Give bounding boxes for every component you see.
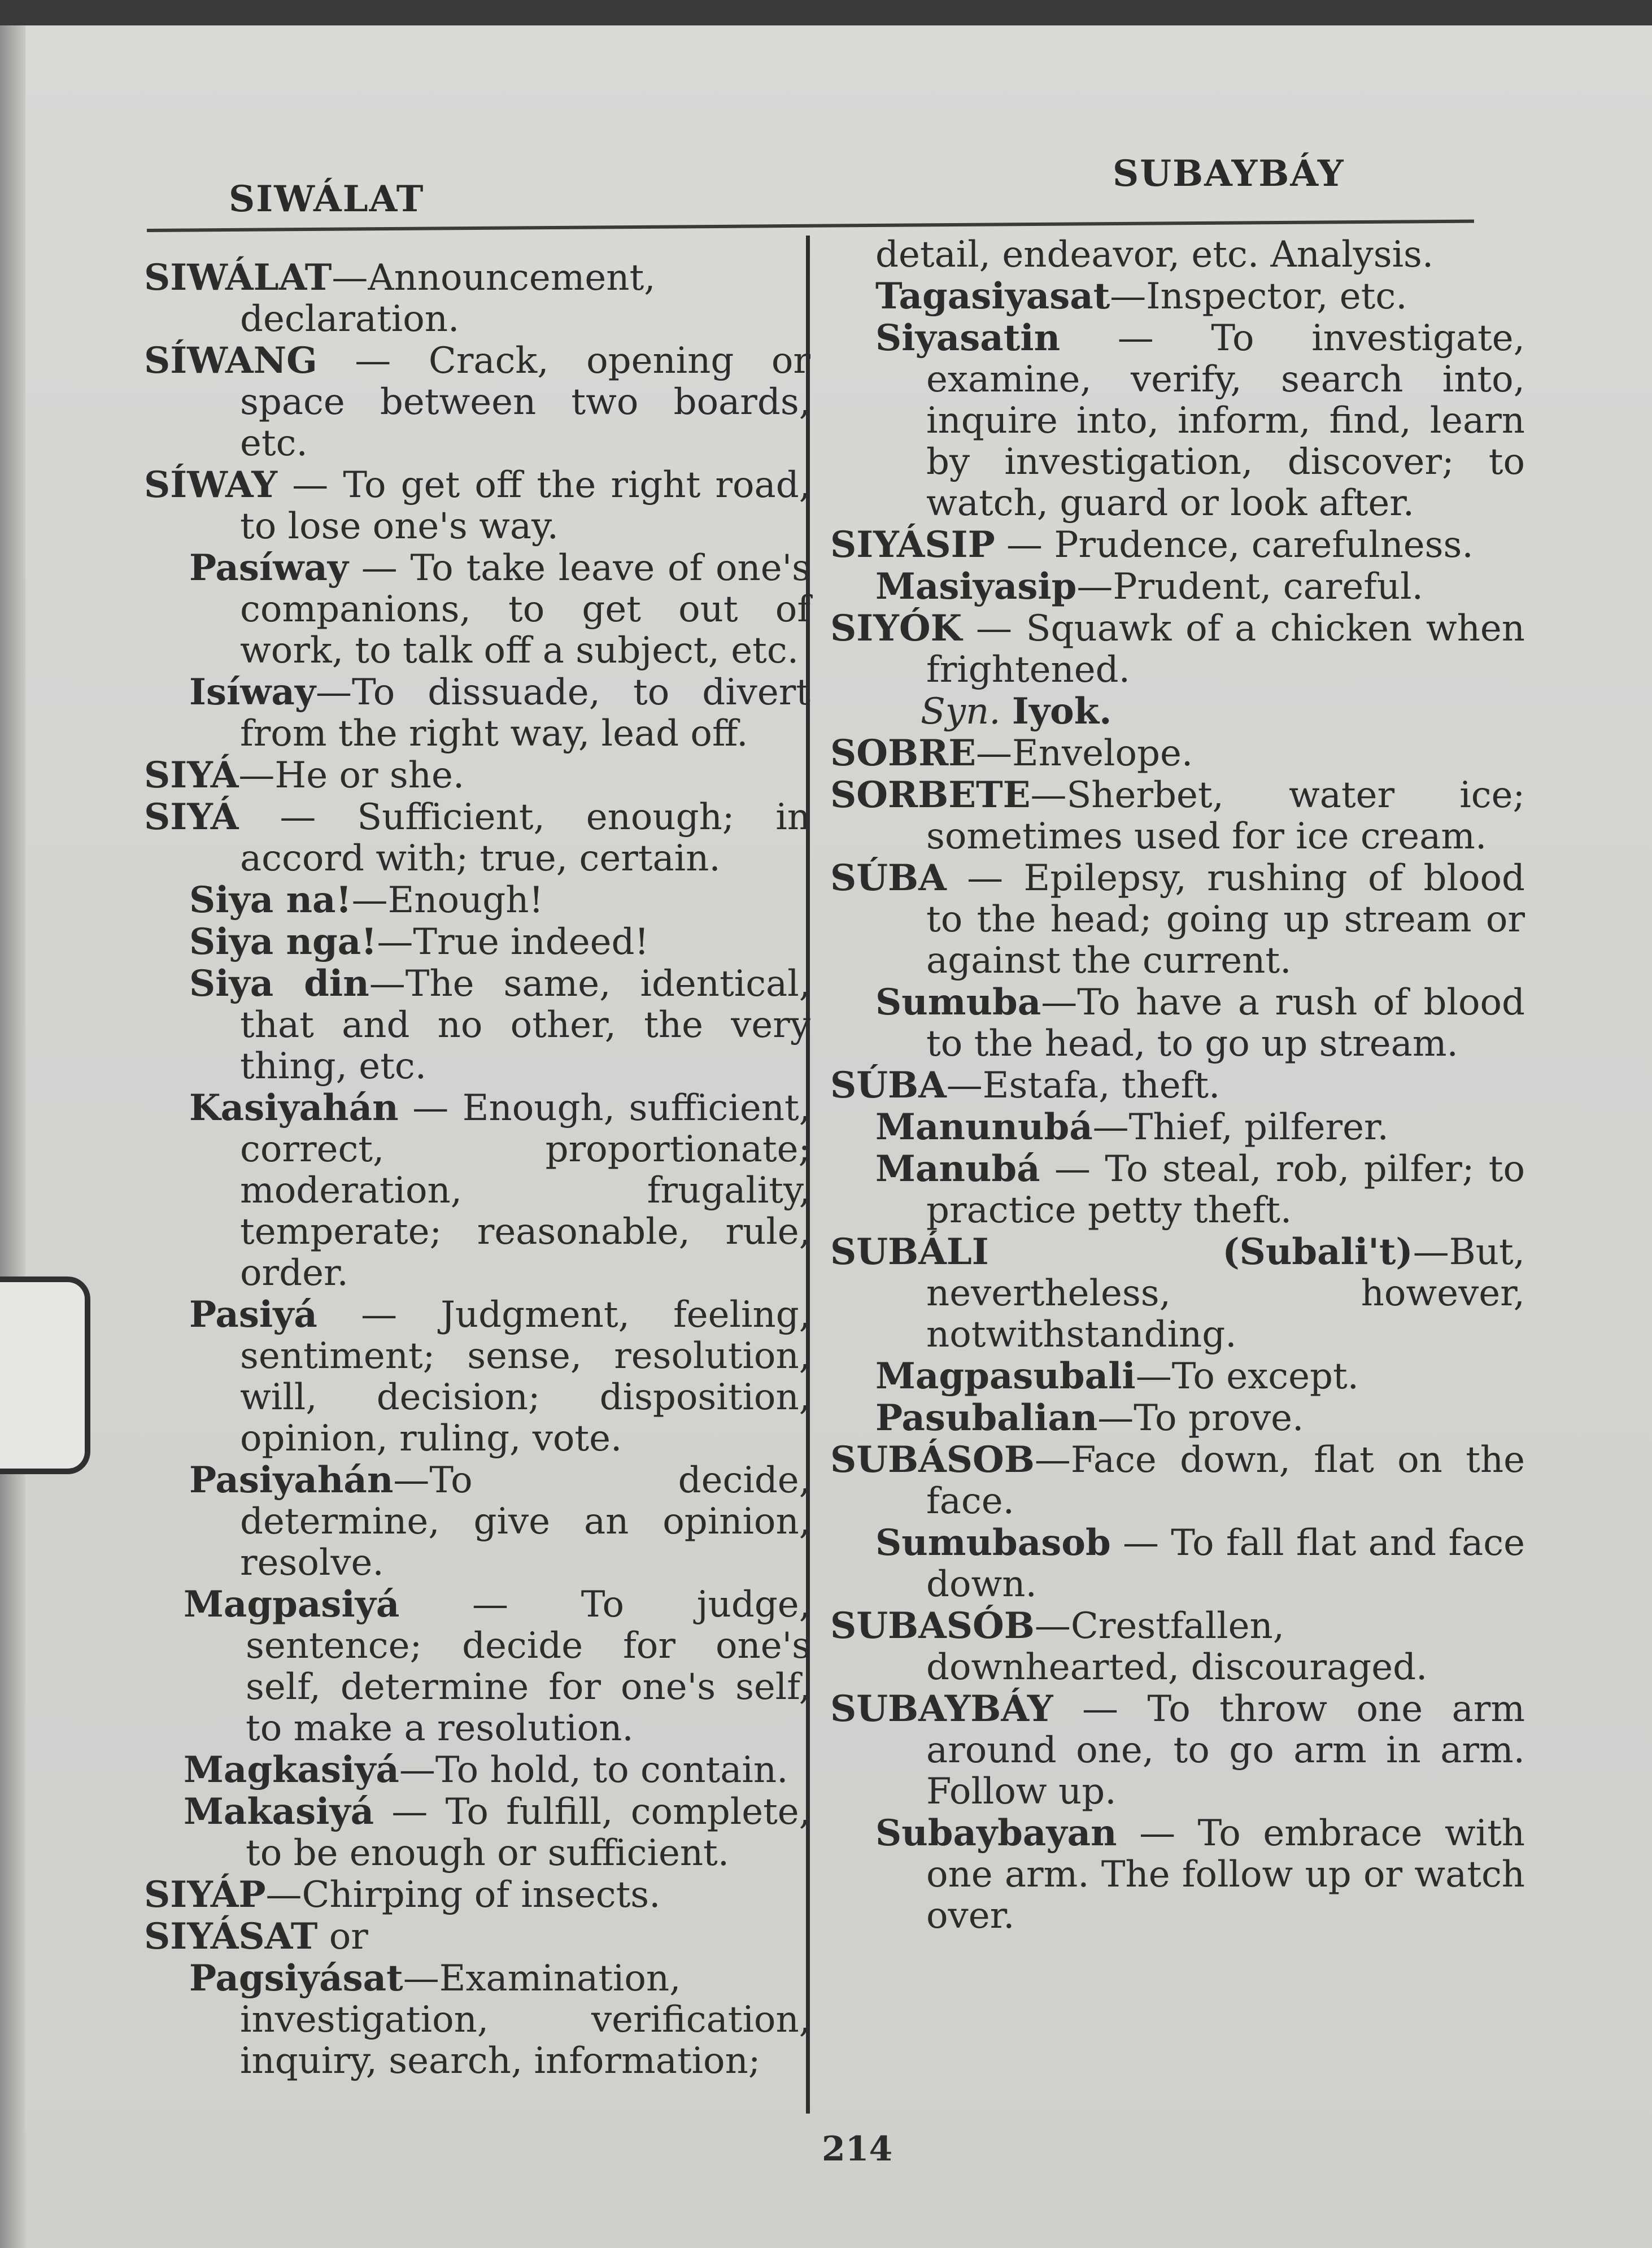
dictionary-entry (144, 755, 810, 796)
entry-separator: — (1135, 1356, 1172, 1397)
entry-separator: — (1030, 774, 1067, 816)
entry-headword: SOBRE (830, 732, 977, 774)
page-shadow-edge (0, 25, 25, 2248)
entry-separator: — (1053, 1688, 1148, 1730)
entry-separator: — (277, 464, 343, 506)
dictionary-entry (830, 1522, 1525, 1605)
entry-separator: — (238, 796, 358, 838)
dictionary-entry (830, 1065, 1525, 1106)
entry-headword: SÚBA (830, 857, 947, 899)
entry-headword: Siya na! (189, 879, 352, 921)
entry-separator: — (1034, 1605, 1071, 1647)
entry-definition: Enough! (387, 879, 544, 921)
right-column (830, 234, 1525, 1937)
entry-headword: Manubá (875, 1148, 1040, 1190)
entry-separator: — (377, 921, 413, 963)
left-column (144, 257, 810, 2082)
entry-definition: Enough, sufficient, correct, proportionate; moderation, frugality, temperate; reasonable, rule, order. (240, 1087, 810, 1294)
dictionary-entry (830, 276, 1525, 317)
dictionary-entry (830, 1231, 1525, 1356)
dictionary-entry (830, 691, 1525, 733)
dictionary-entry (830, 857, 1525, 982)
entry-separator: — (393, 1460, 430, 1501)
entry-definition: To hold, to contain. (435, 1749, 788, 1791)
dictionary-entry (144, 1294, 810, 1460)
entry-separator: — (962, 608, 1026, 650)
entry-separator: — (398, 1087, 463, 1129)
entry-headword: SÍWANG (144, 339, 317, 382)
entry-definition: Chirping of insects. (302, 1874, 661, 1916)
entry-headword: Tagasiyasat (875, 275, 1110, 317)
entry-definition: But, nevertheless, however, notwithstanding. (926, 1231, 1525, 1356)
entry-definition: Prudence, carefulness. (1054, 524, 1474, 566)
entry-definition: To investigate, examine, verify, search into, inquire into, inform, find, learn by investigation, discover; to watch, guard or look after. (926, 317, 1525, 524)
entry-headword: SIYÓK (830, 607, 962, 650)
entry-separator: — (1060, 317, 1211, 359)
dictionary-page (0, 25, 1652, 2248)
entry-definition: Crestfallen, downhearted, discouraged. (926, 1605, 1428, 1688)
entry-definition: To fall flat and face down. (926, 1522, 1525, 1605)
dictionary-entry (830, 1439, 1525, 1522)
entry-definition: Iyok. (1012, 690, 1112, 733)
entry-definition: Crack, opening or space between two boards, etc. (240, 340, 810, 464)
dictionary-entry (830, 1148, 1525, 1231)
dictionary-entry (830, 1356, 1525, 1397)
entry-separator: — (1076, 566, 1113, 608)
entry-definition: Announcement, declaration. (240, 257, 656, 340)
dictionary-entry (830, 774, 1525, 857)
entry-headword: SIWÁLAT (144, 256, 332, 299)
entry-separator: — (265, 1874, 302, 1916)
entry-definition: To have a rush of blood to the head, to go up stream. (926, 982, 1525, 1065)
entry-definition: Prudent, careful. (1113, 566, 1423, 608)
dictionary-entry (830, 1688, 1525, 1813)
entry-definition: Sherbet, water ice; sometimes used for ice cream. (926, 774, 1525, 857)
entry-separator: — (403, 1958, 439, 1999)
header-rule (147, 220, 1474, 232)
dictionary-entry (830, 234, 1525, 276)
running-head-right: SUBAYBÁY (1113, 153, 1345, 195)
dictionary-entry (830, 733, 1525, 774)
entry-definition: To judge, sentence; decide for one's self, determine for one's self, to make a resolution. (246, 1584, 810, 1749)
entry-definition: Sufficient, enough; in accord with; true, certain. (240, 796, 810, 879)
entry-separator: — (976, 733, 1013, 774)
entry-definition: Inspector, etc. (1146, 276, 1407, 317)
dictionary-entry (830, 1397, 1525, 1439)
dictionary-entry (830, 1106, 1525, 1148)
entry-headword: SÚBA (830, 1064, 947, 1106)
entry-separator: — (1034, 1439, 1071, 1481)
entry-separator: — (332, 257, 368, 299)
dictionary-entry (144, 464, 810, 547)
entry-definition: To except. (1171, 1356, 1359, 1397)
entry-headword: Siyasatin (875, 317, 1061, 359)
entry-headword: Pasiyahán (189, 1459, 394, 1501)
dictionary-entry (144, 1874, 810, 1916)
entry-separator: — (316, 672, 352, 713)
entry-separator: — (317, 1294, 441, 1336)
entry-headword: Sumuba (875, 981, 1041, 1023)
entry-separator: — (1041, 982, 1078, 1023)
entry-separator: — (399, 1584, 581, 1626)
dictionary-entry (830, 566, 1525, 608)
entry-headword: SUBASÓB (830, 1605, 1035, 1647)
entry-definition: Epilepsy, rushing of blood to the head; going up stream or against the current. (926, 857, 1525, 982)
entry-headword: Pasiyá (189, 1293, 317, 1336)
dictionary-entry (830, 1605, 1525, 1688)
entry-separator: — (1097, 1397, 1134, 1439)
dictionary-entry (830, 524, 1525, 566)
dictionary-entry (830, 608, 1525, 691)
entry-separator: — (1110, 276, 1147, 317)
entry-headword: SUBÁLI (Subali't) (830, 1231, 1413, 1273)
dictionary-entry (144, 1958, 810, 2082)
dictionary-entry (144, 1460, 810, 1584)
entry-separator: — (317, 340, 429, 382)
entry-separator: — (1092, 1106, 1129, 1148)
entry-definition: Thief, pilferer. (1128, 1106, 1389, 1148)
entry-definition: True indeed! (413, 921, 650, 963)
entry-definition: To throw one arm around one, to go arm in arm. Follow up. (926, 1688, 1525, 1813)
entry-separator: — (374, 1791, 446, 1833)
entry-separator: — (369, 963, 406, 1005)
entry-separator: — (946, 1065, 983, 1106)
entry-definition: To get off the right road, to lose one's way. (240, 464, 811, 547)
entry-headword: Magpasiyá (184, 1583, 400, 1626)
entry-separator: — (946, 857, 1024, 899)
dictionary-entry (144, 547, 810, 672)
dictionary-entry (144, 340, 810, 464)
entry-headword: Masiyasip (875, 565, 1077, 608)
dictionary-entry (144, 796, 810, 879)
page-number: 214 (822, 2129, 893, 2169)
entry-definition: To steal, rob, pilfer; to practice petty theft. (926, 1148, 1525, 1231)
dictionary-entry (144, 1749, 810, 1791)
entry-separator: — (1413, 1231, 1449, 1273)
entry-separator: — (1110, 1522, 1171, 1564)
entry-definition: To fulfill, complete, to be enough or sufficient. (246, 1791, 810, 1874)
entry-definition: To decide, determine, give an opinion, resolve. (240, 1460, 810, 1584)
page-tab-marker (0, 1277, 90, 1474)
running-head-left: SIWÁLAT (229, 178, 425, 220)
entry-separator: — (238, 755, 275, 796)
entry-headword: Sumubasob (875, 1522, 1111, 1564)
entry-definition: The same, identical, that and no other, the very thing, etc. (240, 963, 811, 1087)
dictionary-entry (144, 921, 810, 963)
entry-separator: — (351, 879, 388, 921)
entry-headword: SÍWAY (144, 464, 278, 506)
entry-headword: Pagsiyásat (189, 1957, 403, 1999)
entry-headword: SIYÁ (144, 796, 239, 838)
entry-headword: Makasiyá (184, 1790, 374, 1833)
entry-headword: Syn. (921, 691, 1001, 733)
dictionary-entry (144, 1584, 810, 1749)
entry-headword: Kasiyahán (189, 1087, 399, 1129)
entry-definition: To prove. (1134, 1397, 1304, 1439)
dictionary-entry (144, 879, 810, 921)
dictionary-entry (830, 982, 1525, 1065)
entry-definition: Estafa, theft. (982, 1065, 1221, 1106)
entry-headword: Magpasubali (875, 1355, 1136, 1397)
entry-definition: To embrace with one arm. The follow up or watch over. (926, 1813, 1525, 1937)
dictionary-entry (144, 257, 810, 340)
entry-headword: Magkasiyá (184, 1749, 399, 1791)
dictionary-entry (144, 1791, 810, 1874)
entry-definition: Examination, investigation, verification, inquiry, search, information; (240, 1958, 810, 2082)
entry-separator: — (399, 1749, 435, 1791)
dictionary-entry (144, 1087, 810, 1294)
entry-headword: Isíway (189, 671, 316, 713)
dictionary-entry (830, 317, 1525, 524)
entry-headword: SUBÁSOB (830, 1439, 1035, 1481)
dictionary-entry (830, 1813, 1525, 1937)
entry-headword: SIYÁSIP (830, 524, 995, 566)
entry-definition: Squawk of a chicken when frightened. (926, 608, 1525, 691)
entry-separator (317, 1916, 329, 1958)
entry-definition: He or she. (274, 755, 465, 796)
entry-headword: SIYÁ (144, 754, 239, 796)
entry-headword: Subaybayan (875, 1812, 1117, 1854)
entry-separator: — (995, 524, 1054, 566)
entry-separator: — (1040, 1148, 1105, 1190)
entry-headword: SIYÁSAT (144, 1915, 318, 1958)
dictionary-entry (144, 1916, 810, 1958)
dictionary-entry (144, 963, 810, 1087)
entry-definition: Judgment, feeling, sentiment; sense, resolution, will, decision; disposition, opinion, ruling, vote. (240, 1294, 810, 1460)
entry-definition: To take leave of one's companions, to get out of work, to talk off a subject, etc. (240, 547, 811, 672)
entry-headword: Siya nga! (189, 921, 377, 963)
entry-headword: SIYÁP (144, 1874, 266, 1916)
entry-headword: SORBETE (830, 774, 1031, 816)
entry-headword: Pasubalian (875, 1397, 1098, 1439)
entry-definition: detail, endeavor, etc. Analysis. (875, 234, 1434, 276)
entry-headword: Siya din (189, 962, 369, 1005)
entry-definition: or (329, 1916, 368, 1958)
entry-separator (1001, 691, 1012, 733)
entry-definition: Face down, flat on the face. (926, 1439, 1525, 1522)
entry-definition: Envelope. (1012, 733, 1193, 774)
dictionary-entry (144, 672, 810, 755)
entry-headword: Manunubá (875, 1106, 1093, 1148)
entry-separator: — (348, 547, 411, 589)
entry-separator: — (1117, 1813, 1198, 1854)
entry-headword: Pasíway (189, 547, 348, 589)
entry-headword: SUBAYBÁY (830, 1688, 1053, 1730)
entry-definition: To dissuade, to divert from the right way, lead off. (240, 672, 810, 755)
